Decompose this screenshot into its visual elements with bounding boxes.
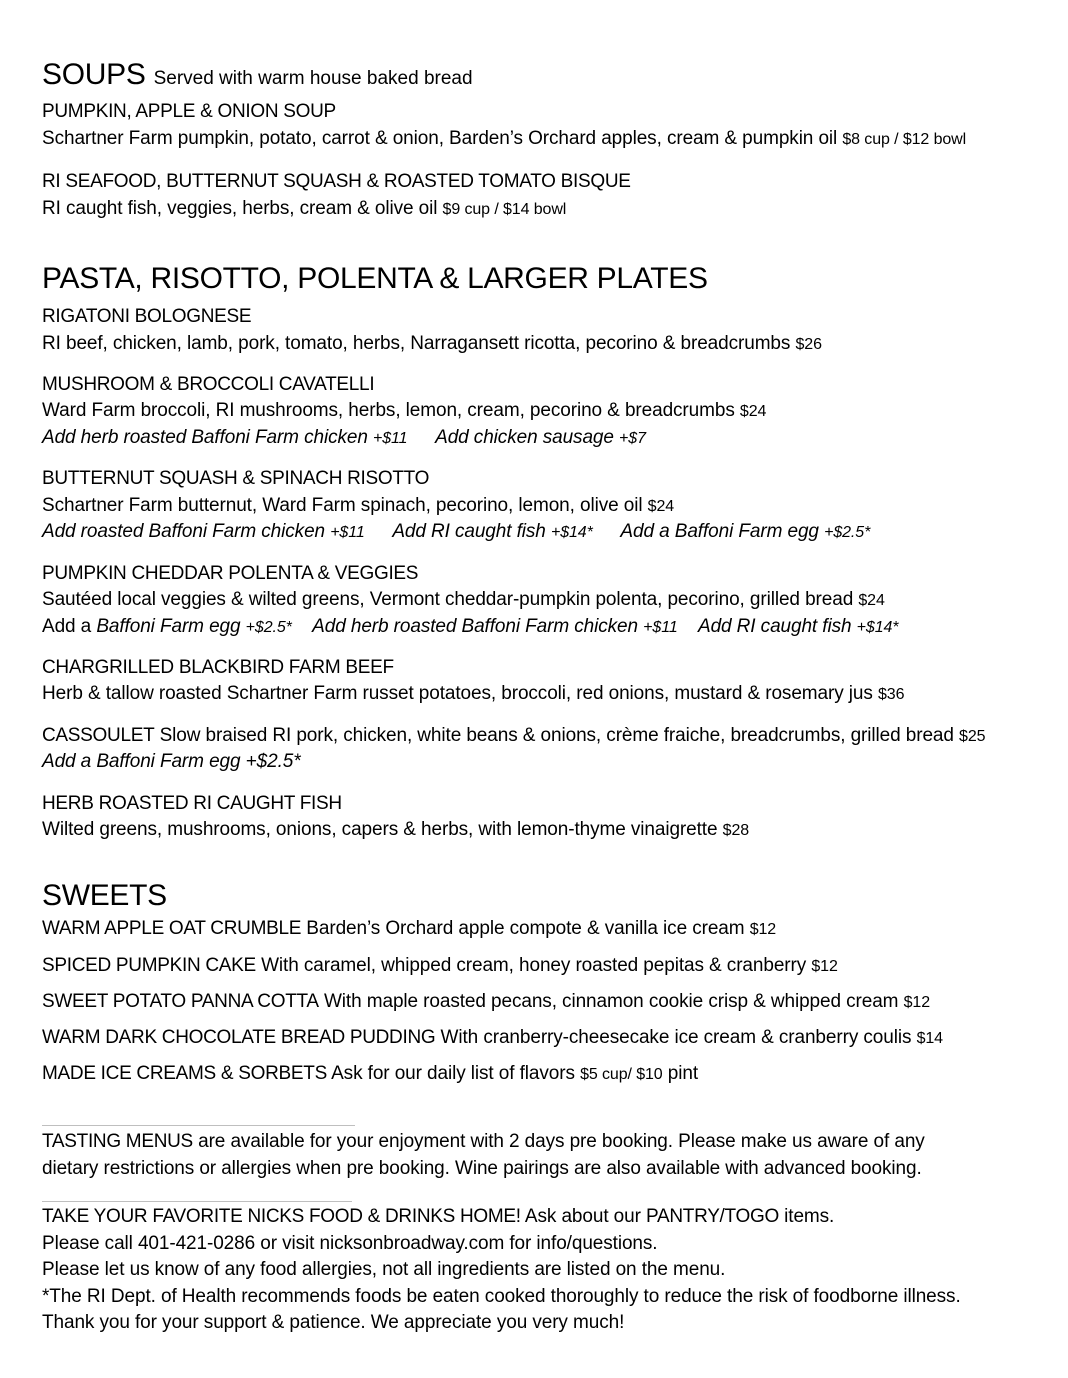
- item-name: MADE ICE CREAMS & SORBETS: [42, 1063, 327, 1084]
- description-text: Schartner Farm butternut, Ward Farm spinach, pecorino, lemon, olive oil: [42, 495, 643, 516]
- addon-label: Add herb roasted Baffoni Farm chicken: [42, 427, 368, 448]
- addon-label: Add a Baffoni Farm egg: [620, 521, 819, 542]
- item-name: BUTTERNUT SQUASH & SPINACH RISOTTO: [42, 468, 430, 489]
- description-text: With cranberry-cheesecake ice cream & cranberry coulis: [440, 1027, 912, 1048]
- item-name: PUMPKIN, APPLE & ONION SOUP: [42, 101, 336, 122]
- addon-price: +$2.5*: [824, 524, 871, 541]
- addon-price: +$2.5*: [245, 619, 292, 636]
- sweet-item: [42, 918, 776, 940]
- tasting-line: dietary restrictions or allergies when pre booking. Wine pairings are also available with advanced booking.: [42, 1158, 922, 1179]
- description-text: RI caught fish, veggies, herbs, cream & olive oil: [42, 198, 438, 219]
- item-name: CASSOULET: [42, 725, 155, 746]
- item-description: [42, 683, 904, 705]
- addon-price: +$14*: [856, 619, 899, 636]
- item-price: $24: [739, 403, 767, 420]
- description-text: With maple roasted pecans, cinnamon cookie crisp & whipped cream: [323, 991, 899, 1012]
- item-price: $25: [959, 728, 986, 745]
- sweets-section-title: SWEETS: [42, 879, 167, 912]
- description-text: Sautéed local veggies & wilted greens, Vermont cheddar-pumpkin polenta, pecorino, grilled bread: [42, 589, 854, 610]
- item-price: $24: [858, 592, 885, 609]
- soups-subtitle: Served with warm house baked bread: [153, 68, 473, 89]
- tasting-line: [42, 1131, 925, 1153]
- item-name: WARM DARK CHOCOLATE BREAD PUDDING: [42, 1027, 436, 1048]
- footer-line: Thank you for your support & patience. We appreciate you very much!: [42, 1312, 625, 1333]
- item-price: $36: [877, 686, 905, 703]
- addon-label: Add roasted Baffoni Farm chicken: [42, 521, 325, 542]
- addon-label: Add RI caught fish: [392, 521, 546, 542]
- description-text: Wilted greens, mushrooms, onions, capers & herbs, with lemon-thyme vinaigrette: [42, 819, 718, 840]
- takehome-text: Ask about our: [524, 1206, 641, 1227]
- footer-line: Please let us know of any food allergies, not all ingredients are listed on the menu.: [42, 1259, 726, 1280]
- addon-price: +$14*: [550, 524, 593, 541]
- item-price: $8 cup / $12 bowl: [842, 131, 967, 148]
- addon-label: Add herb roasted Baffoni Farm chicken: [312, 616, 638, 637]
- item-name: SPICED PUMPKIN CAKE: [42, 955, 256, 976]
- item-description: [42, 400, 766, 422]
- addon-line: [42, 521, 870, 543]
- item-price: $26: [795, 336, 822, 353]
- addon-label: Baffoni Farm egg: [96, 616, 241, 637]
- sweet-item: [42, 991, 930, 1013]
- addon-label: Add RI caught fish: [698, 616, 852, 637]
- addon-price: +$11: [330, 524, 365, 541]
- addon-line: Add a Baffoni Farm egg +$2.5*: [42, 751, 301, 772]
- item-price: $14: [916, 1030, 943, 1047]
- item-description: [42, 128, 966, 150]
- sweet-item: [42, 1027, 943, 1049]
- description-text: Ask for our daily list of flavors: [331, 1063, 575, 1084]
- item-price: $5 cup/ $10: [580, 1066, 663, 1083]
- item-description: [42, 819, 749, 841]
- addon-line: [42, 616, 898, 638]
- footer-line: *The RI Dept. of Health recommends foods be eaten cooked thoroughly to reduce the risk of foodborne illness.: [42, 1286, 961, 1307]
- item-name: WARM APPLE OAT CRUMBLE: [42, 918, 302, 939]
- item-name: RI SEAFOOD, BUTTERNUT SQUASH & ROASTED TOMATO BISQUE: [42, 171, 631, 192]
- item-name: RIGATONI BOLOGNESE: [42, 306, 252, 327]
- divider: [42, 1125, 355, 1126]
- description-text: Herb & tallow roasted Schartner Farm russet potatoes, broccoli, red onions, mustard & rosemary jus: [42, 683, 873, 704]
- addon-line: [42, 427, 646, 449]
- item-price: $12: [903, 994, 930, 1011]
- sweet-item: [42, 955, 838, 977]
- tasting-text: are available for your enjoyment with 2 days pre booking. Please make us aware of any: [198, 1131, 925, 1152]
- soups-title: SOUPS: [42, 58, 146, 91]
- item-name: PUMPKIN CHEDDAR POLENTA & VEGGIES: [42, 563, 419, 584]
- item-name: HERB ROASTED RI CAUGHT FISH: [42, 793, 342, 814]
- price-suffix: pint: [667, 1063, 699, 1084]
- description-text: RI beef, chicken, lamb, pork, tomato, herbs, Narragansett ricotta, pecorino & breadcrumbs: [42, 333, 791, 354]
- addon-price: +$11: [373, 430, 408, 447]
- pantry-suffix: items.: [784, 1206, 835, 1227]
- addon-label: Add chicken sausage: [435, 427, 614, 448]
- addon-price: +$11: [643, 619, 678, 636]
- item-description: [42, 495, 674, 517]
- description-text: With caramel, whipped cream, honey roasted pepitas & cranberry: [261, 955, 807, 976]
- divider: [42, 1201, 352, 1202]
- addon-price: +$7: [619, 430, 646, 447]
- takehome-title: TAKE YOUR FAVORITE NICKS FOOD & DRINKS HOME!: [42, 1206, 521, 1227]
- item-price: $12: [811, 958, 838, 975]
- item-price: $9 cup / $14 bowl: [442, 201, 567, 218]
- description-text: Slow braised RI pork, chicken, white beans & onions, crème fraiche, breadcrumbs, grilled bread: [159, 725, 954, 746]
- pasta-section-title: PASTA, RISOTTO, POLENTA & LARGER PLATES: [42, 262, 708, 295]
- soups-section-title: [42, 58, 473, 92]
- item-name: SWEET POTATO PANNA COTTA: [42, 991, 319, 1012]
- item-description: [42, 589, 885, 611]
- item-name: MUSHROOM & BROCCOLI CAVATELLI: [42, 374, 375, 395]
- footer-line: Please call 401-421-0286 or visit nicksonbroadway.com for info/questions.: [42, 1233, 658, 1254]
- description-text: Ward Farm broccoli, RI mushrooms, herbs, lemon, cream, pecorino & breadcrumbs: [42, 400, 735, 421]
- item-name: CHARGRILLED BLACKBIRD FARM BEEF: [42, 657, 394, 678]
- takehome-line: [42, 1206, 834, 1228]
- item-price: $24: [647, 498, 675, 515]
- item-price: $12: [749, 921, 777, 938]
- description-text: Schartner Farm pumpkin, potato, carrot & onion, Barden’s Orchard apples, cream & pumpkin oil: [42, 128, 838, 149]
- item-price: $28: [722, 822, 750, 839]
- addon-prefix: Add a: [42, 616, 92, 637]
- description-text: Barden’s Orchard apple compote & vanilla ice cream: [306, 918, 745, 939]
- sweet-item: [42, 1063, 698, 1085]
- pantry-label: PANTRY/TOGO: [646, 1206, 779, 1227]
- item-description: [42, 333, 822, 355]
- tasting-title: TASTING MENUS: [42, 1131, 193, 1152]
- item-description: [42, 725, 985, 747]
- item-description: [42, 198, 566, 220]
